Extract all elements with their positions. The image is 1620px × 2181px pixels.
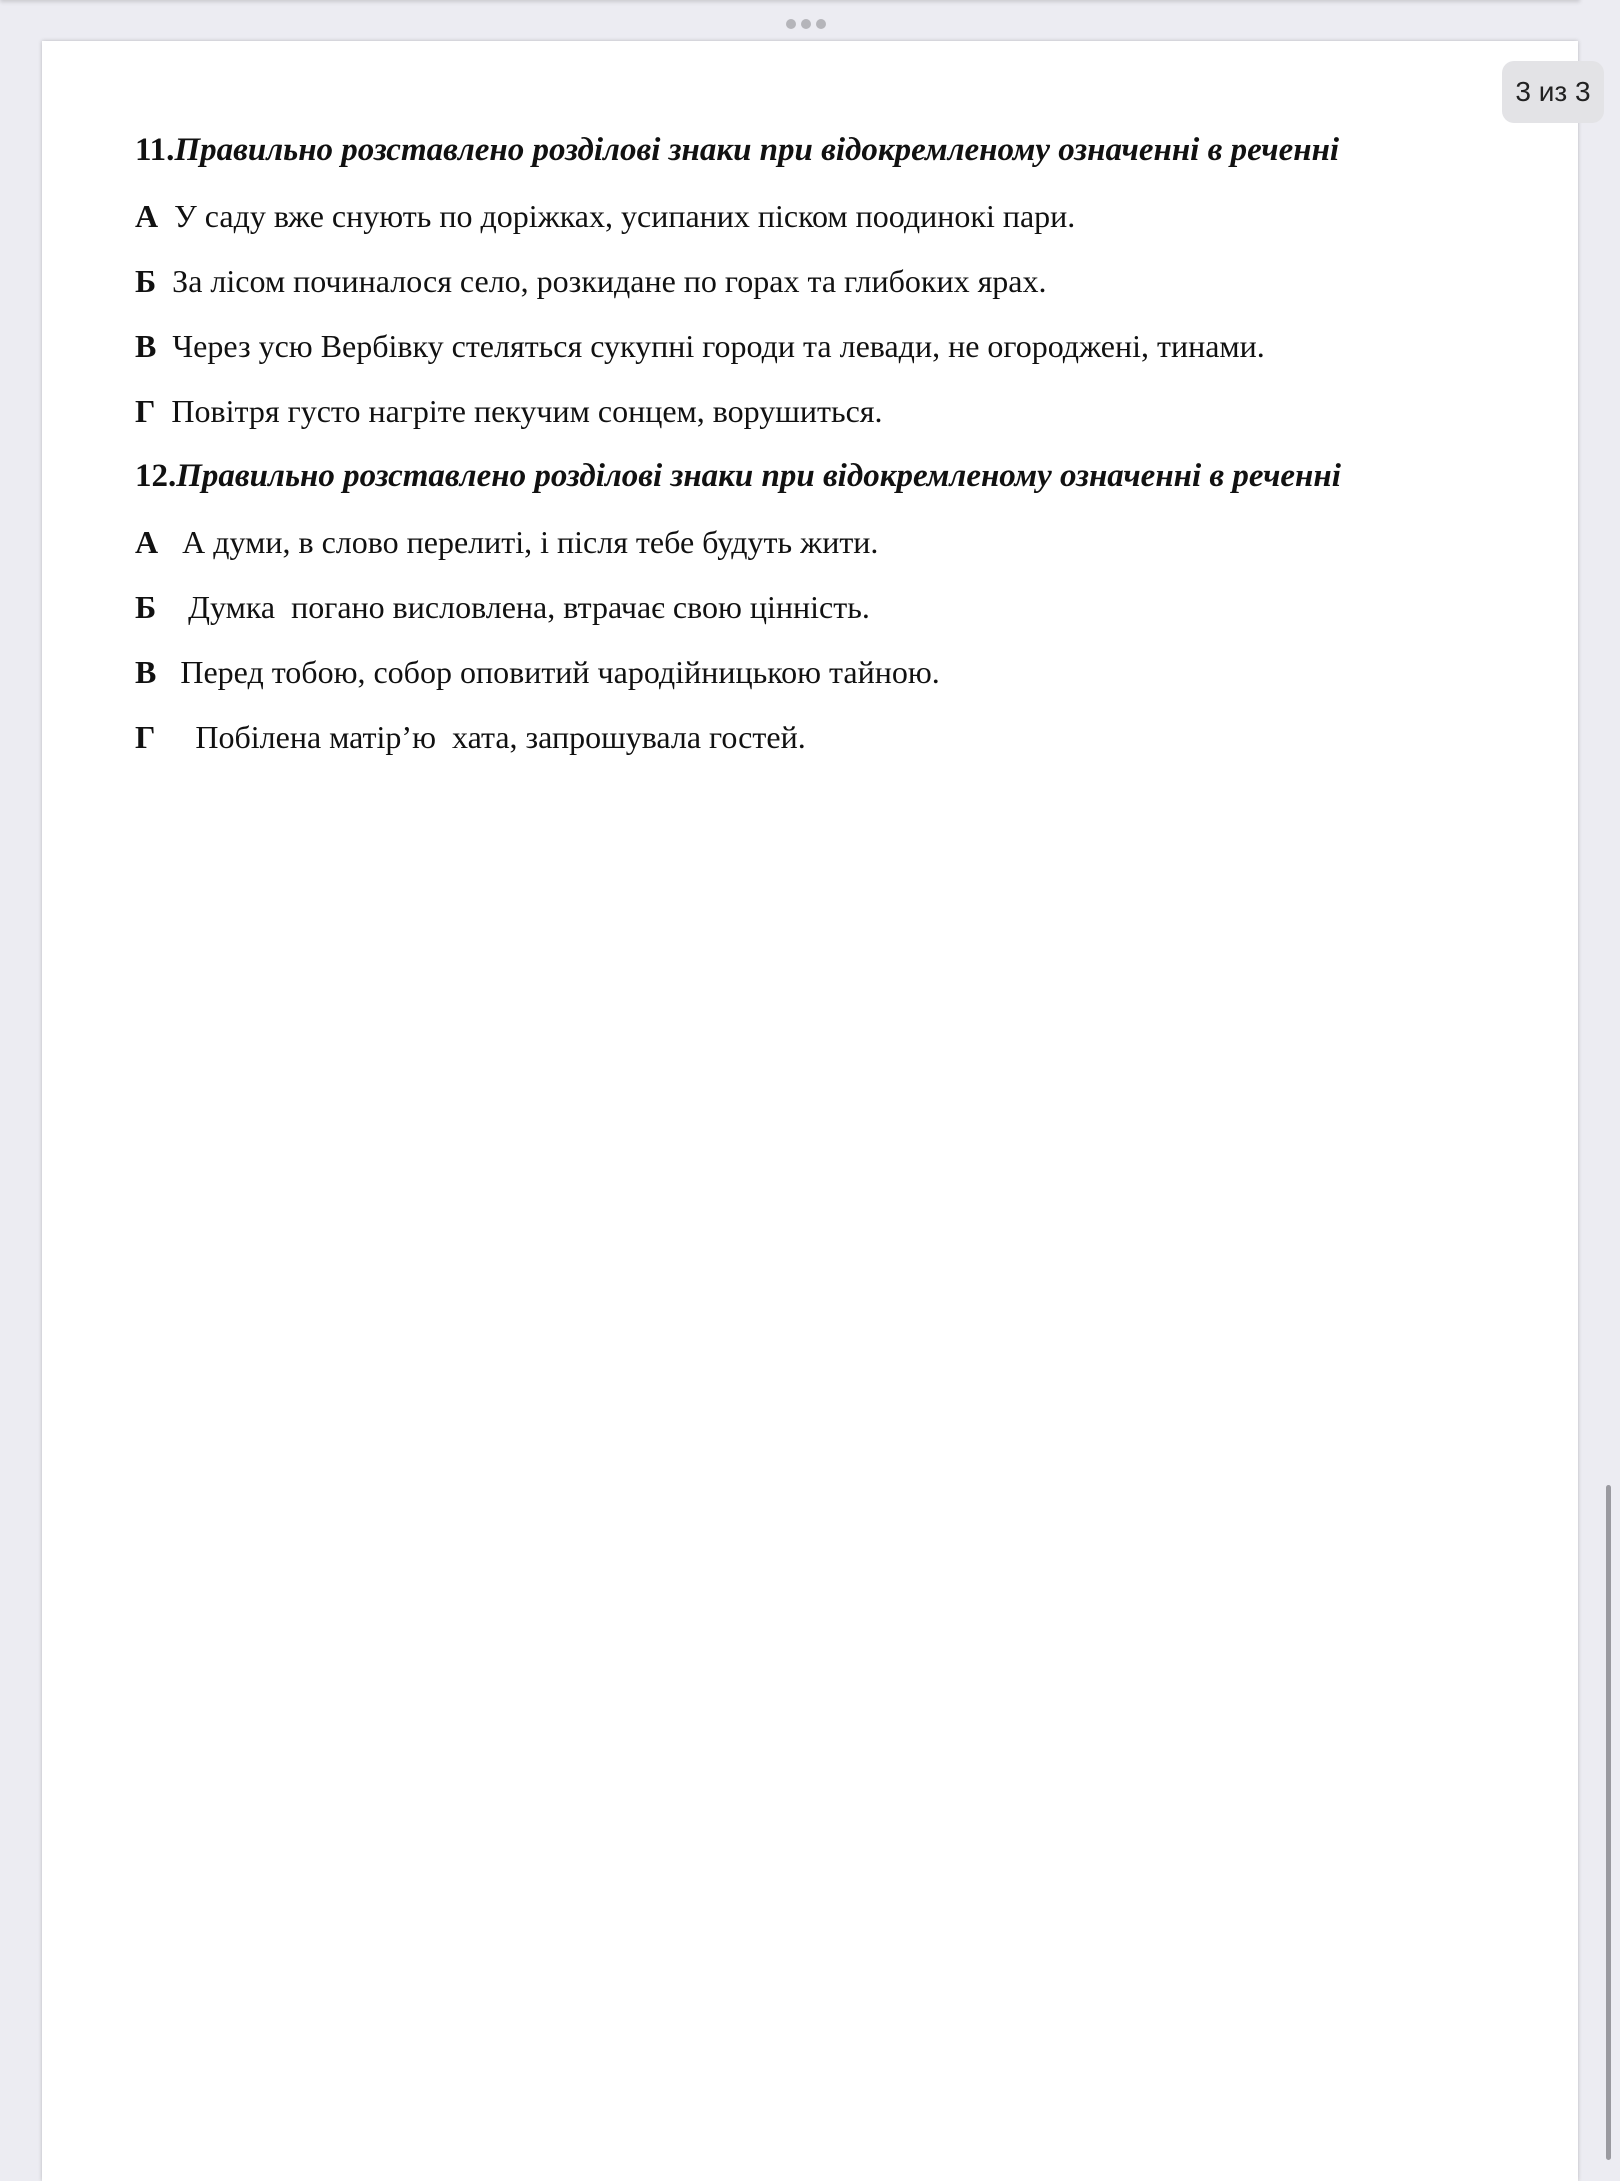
option-11-a	[135, 196, 1565, 236]
option-text: За лісом починалося село, розкидане по горах та глибоких ярах.	[172, 263, 1047, 299]
option-gap	[158, 198, 174, 234]
option-letter: В	[135, 328, 157, 364]
option-12-v	[135, 652, 1565, 692]
option-text: Через усю Вербівку стеляться сукупні городи та левади, не огороджені, тинами.	[172, 328, 1265, 364]
option-gap	[156, 263, 172, 299]
option-12-h	[135, 717, 1565, 757]
option-letter: Б	[135, 263, 157, 299]
more-options-icon[interactable]	[786, 19, 826, 29]
document-content	[135, 130, 1565, 782]
handle-dot	[801, 19, 811, 29]
option-text: Перед тобою, собор оповитий чародійницькою тайною.	[180, 654, 940, 690]
option-12-b	[135, 587, 1565, 627]
page-indicator: 3 из 3	[1502, 61, 1604, 123]
option-gap	[156, 589, 188, 625]
question-number: 12.	[135, 458, 177, 494]
option-letter: В	[135, 654, 157, 690]
question-11	[135, 130, 1565, 170]
option-11-h	[135, 391, 1565, 431]
option-letter: А	[135, 198, 159, 234]
option-text: Думка погано висловлена, втрачає свою цінність.	[188, 589, 870, 625]
option-gap	[156, 654, 180, 690]
option-text: Побілена матір’ю хата, запрошувала гостей.	[195, 719, 806, 755]
option-letter: Б	[135, 589, 157, 625]
handle-dot	[816, 19, 826, 29]
scrollbar[interactable]	[1606, 1485, 1611, 2160]
handle-dot	[786, 19, 796, 29]
option-11-b	[135, 261, 1565, 301]
option-text: У саду вже снують по доріжках, усипаних піском поодинокі пари.	[174, 198, 1076, 234]
option-12-a	[135, 522, 1565, 562]
question-text: Правильно розставлено розділові знаки при відокремленому означенні в реченні	[174, 132, 1340, 168]
question-number: 11.	[135, 132, 175, 168]
option-gap	[156, 328, 172, 364]
option-letter: А	[135, 524, 159, 560]
option-gap	[155, 393, 171, 429]
question-text: Правильно розставлено розділові знаки при відокремленому означенні в реченні	[176, 458, 1341, 494]
option-gap	[158, 524, 182, 560]
question-12	[135, 456, 1565, 496]
option-gap	[155, 719, 195, 755]
option-letter: Г	[135, 719, 156, 755]
option-text: Повітря густо нагріте пекучим сонцем, ворушиться.	[171, 393, 883, 429]
option-letter: Г	[135, 393, 156, 429]
option-text: А думи, в слово перелиті, і після тебе будуть жити.	[182, 524, 879, 560]
option-11-v	[135, 326, 1565, 366]
